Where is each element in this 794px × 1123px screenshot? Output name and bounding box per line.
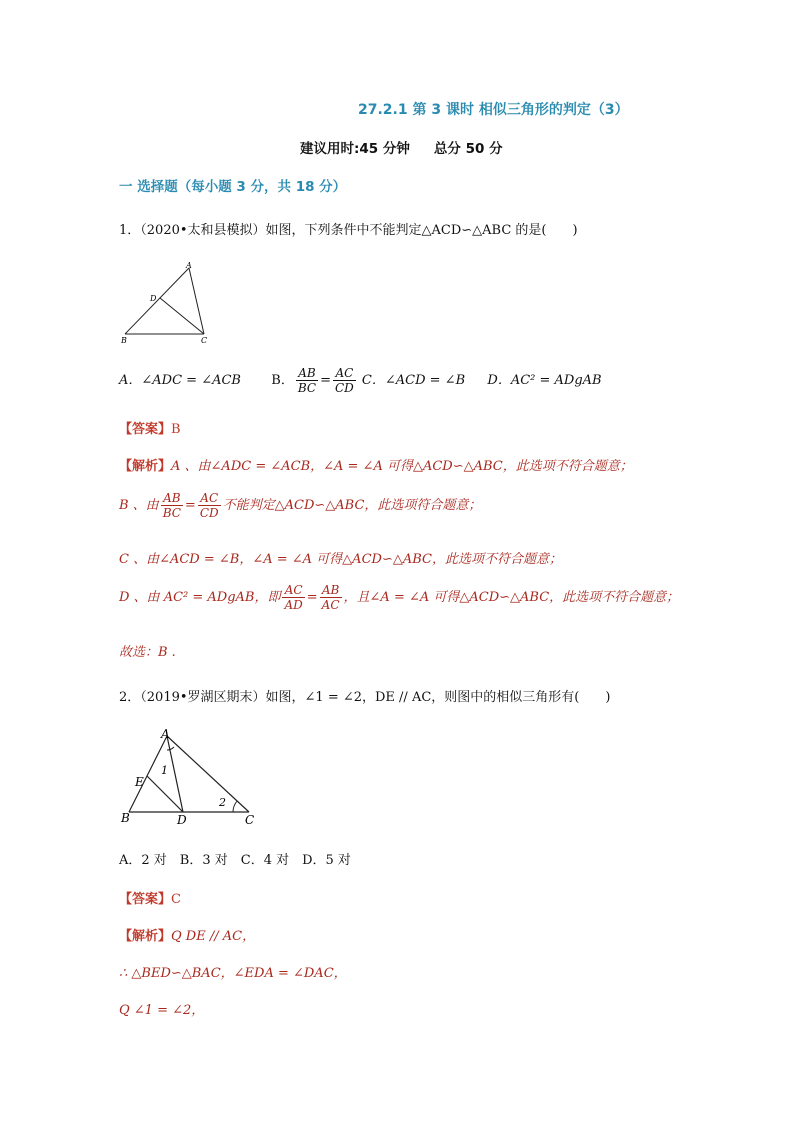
analysis-b-equals: =	[184, 498, 196, 513]
question-2-analysis-2: ∴ △BED∽△BAC，∠EDA = ∠DAC，	[119, 966, 347, 981]
label-c: C	[201, 336, 208, 345]
question-2-figure	[115, 724, 265, 834]
analysis-d-suffix: ，且∠A = ∠A 可得△ACD∽△ABC，此选项不符合题意；	[343, 590, 680, 605]
question-1-analysis-a	[119, 455, 633, 474]
question-2-stem: 2．（2019•罗湖区期末）如图，∠1 = ∠2，DE // AC，则图中的相似三角形有( )	[119, 690, 611, 705]
question-1-figure	[115, 260, 225, 350]
analysis-d-equals: =	[306, 590, 318, 605]
analysis-b-fraction-1: $\frac{AB}{BC}$	[162, 491, 181, 520]
analysis-label: 【解析】	[119, 459, 172, 474]
question-1-answer	[119, 418, 181, 437]
total-score: 总分 50 分	[433, 141, 503, 157]
analysis-d-fraction-2: $\frac{AB}{AC}$	[321, 583, 340, 612]
analysis-b-prefix: B 、由	[119, 498, 159, 513]
question-1-analysis-b	[119, 490, 481, 522]
line-ed	[147, 776, 183, 812]
question-2-analysis-3: Q ∠1 = ∠2，	[119, 1003, 205, 1018]
analysis-d-fraction-1: $\frac{AC}{AD}$	[284, 583, 303, 612]
question-1-analysis-d	[119, 582, 679, 614]
question-2-options: A．2 对 B．3 对 C．4 对 D．5 对	[119, 853, 351, 868]
option-b-fraction-2: $\frac{AC}{CD}$	[334, 366, 354, 395]
suggested-time: 建议用时:45 分钟	[300, 141, 410, 157]
answer-label: 【答案】	[119, 422, 172, 437]
analysis-line-1: Q DE // AC，	[171, 929, 256, 944]
label-angle-2: 2	[219, 796, 226, 809]
option-a: A．∠ADC = ∠ACB	[119, 373, 241, 388]
question-1-analysis-c: C 、由∠ACD = ∠B，∠A = ∠A 可得△ACD∽△ABC，此选项不符合题意；	[119, 552, 562, 567]
option-c: C．∠ACD = ∠B	[361, 373, 466, 388]
answer-value: C	[171, 892, 181, 907]
question-1-stem: 1．（2020•太和县模拟）如图，下列条件中不能判定△ACD∽△ABC 的是( )	[119, 223, 578, 238]
question-1-options	[119, 366, 602, 395]
angle-1-arc	[167, 747, 174, 750]
analysis-line-a: A 、由∠ADC = ∠ACB，∠A = ∠A 可得△ACD∽△ABC，此选项不符合题意；	[171, 459, 633, 474]
label-angle-1: 1	[161, 764, 168, 777]
option-d: D．AC² = ADgAB	[487, 373, 602, 388]
section-heading: 一 选择题（每小题 3 分，共 18 分）	[119, 179, 347, 195]
label-a: A	[186, 261, 192, 270]
option-b-prefix: B．	[271, 373, 294, 388]
label-b: B	[121, 336, 127, 345]
page-title: 27.2.1 第 3 课时 相似三角形的判定（3）	[358, 102, 629, 118]
label-d: D	[150, 294, 157, 303]
answer-label: 【答案】	[119, 892, 172, 907]
line-ba	[125, 268, 189, 334]
page-subtitle	[300, 137, 503, 157]
label-b: B	[121, 811, 130, 825]
question-2-answer	[119, 888, 181, 907]
label-d: D	[177, 813, 187, 827]
analysis-d-prefix: D 、由 AC² = ADgAB，即	[119, 590, 281, 605]
analysis-b-fraction-2: $\frac{AC}{CD}$	[199, 491, 219, 520]
label-a: A	[161, 727, 170, 741]
answer-value: B	[171, 422, 181, 437]
question-1-conclusion: 故选：B .	[119, 645, 176, 660]
analysis-b-suffix: 不能判定△ACD∽△ABC，此选项符合题意；	[222, 498, 482, 513]
line-ac	[167, 736, 249, 812]
option-b-fraction-1: $\frac{AB}{BC}$	[297, 366, 317, 395]
angle-2-arc	[233, 801, 237, 812]
question-2-analysis-1	[119, 925, 255, 944]
line-ad	[167, 736, 183, 812]
label-e: E	[135, 775, 144, 789]
option-b-equals: =	[320, 373, 331, 388]
label-c: C	[245, 813, 255, 827]
analysis-label: 【解析】	[119, 929, 172, 944]
